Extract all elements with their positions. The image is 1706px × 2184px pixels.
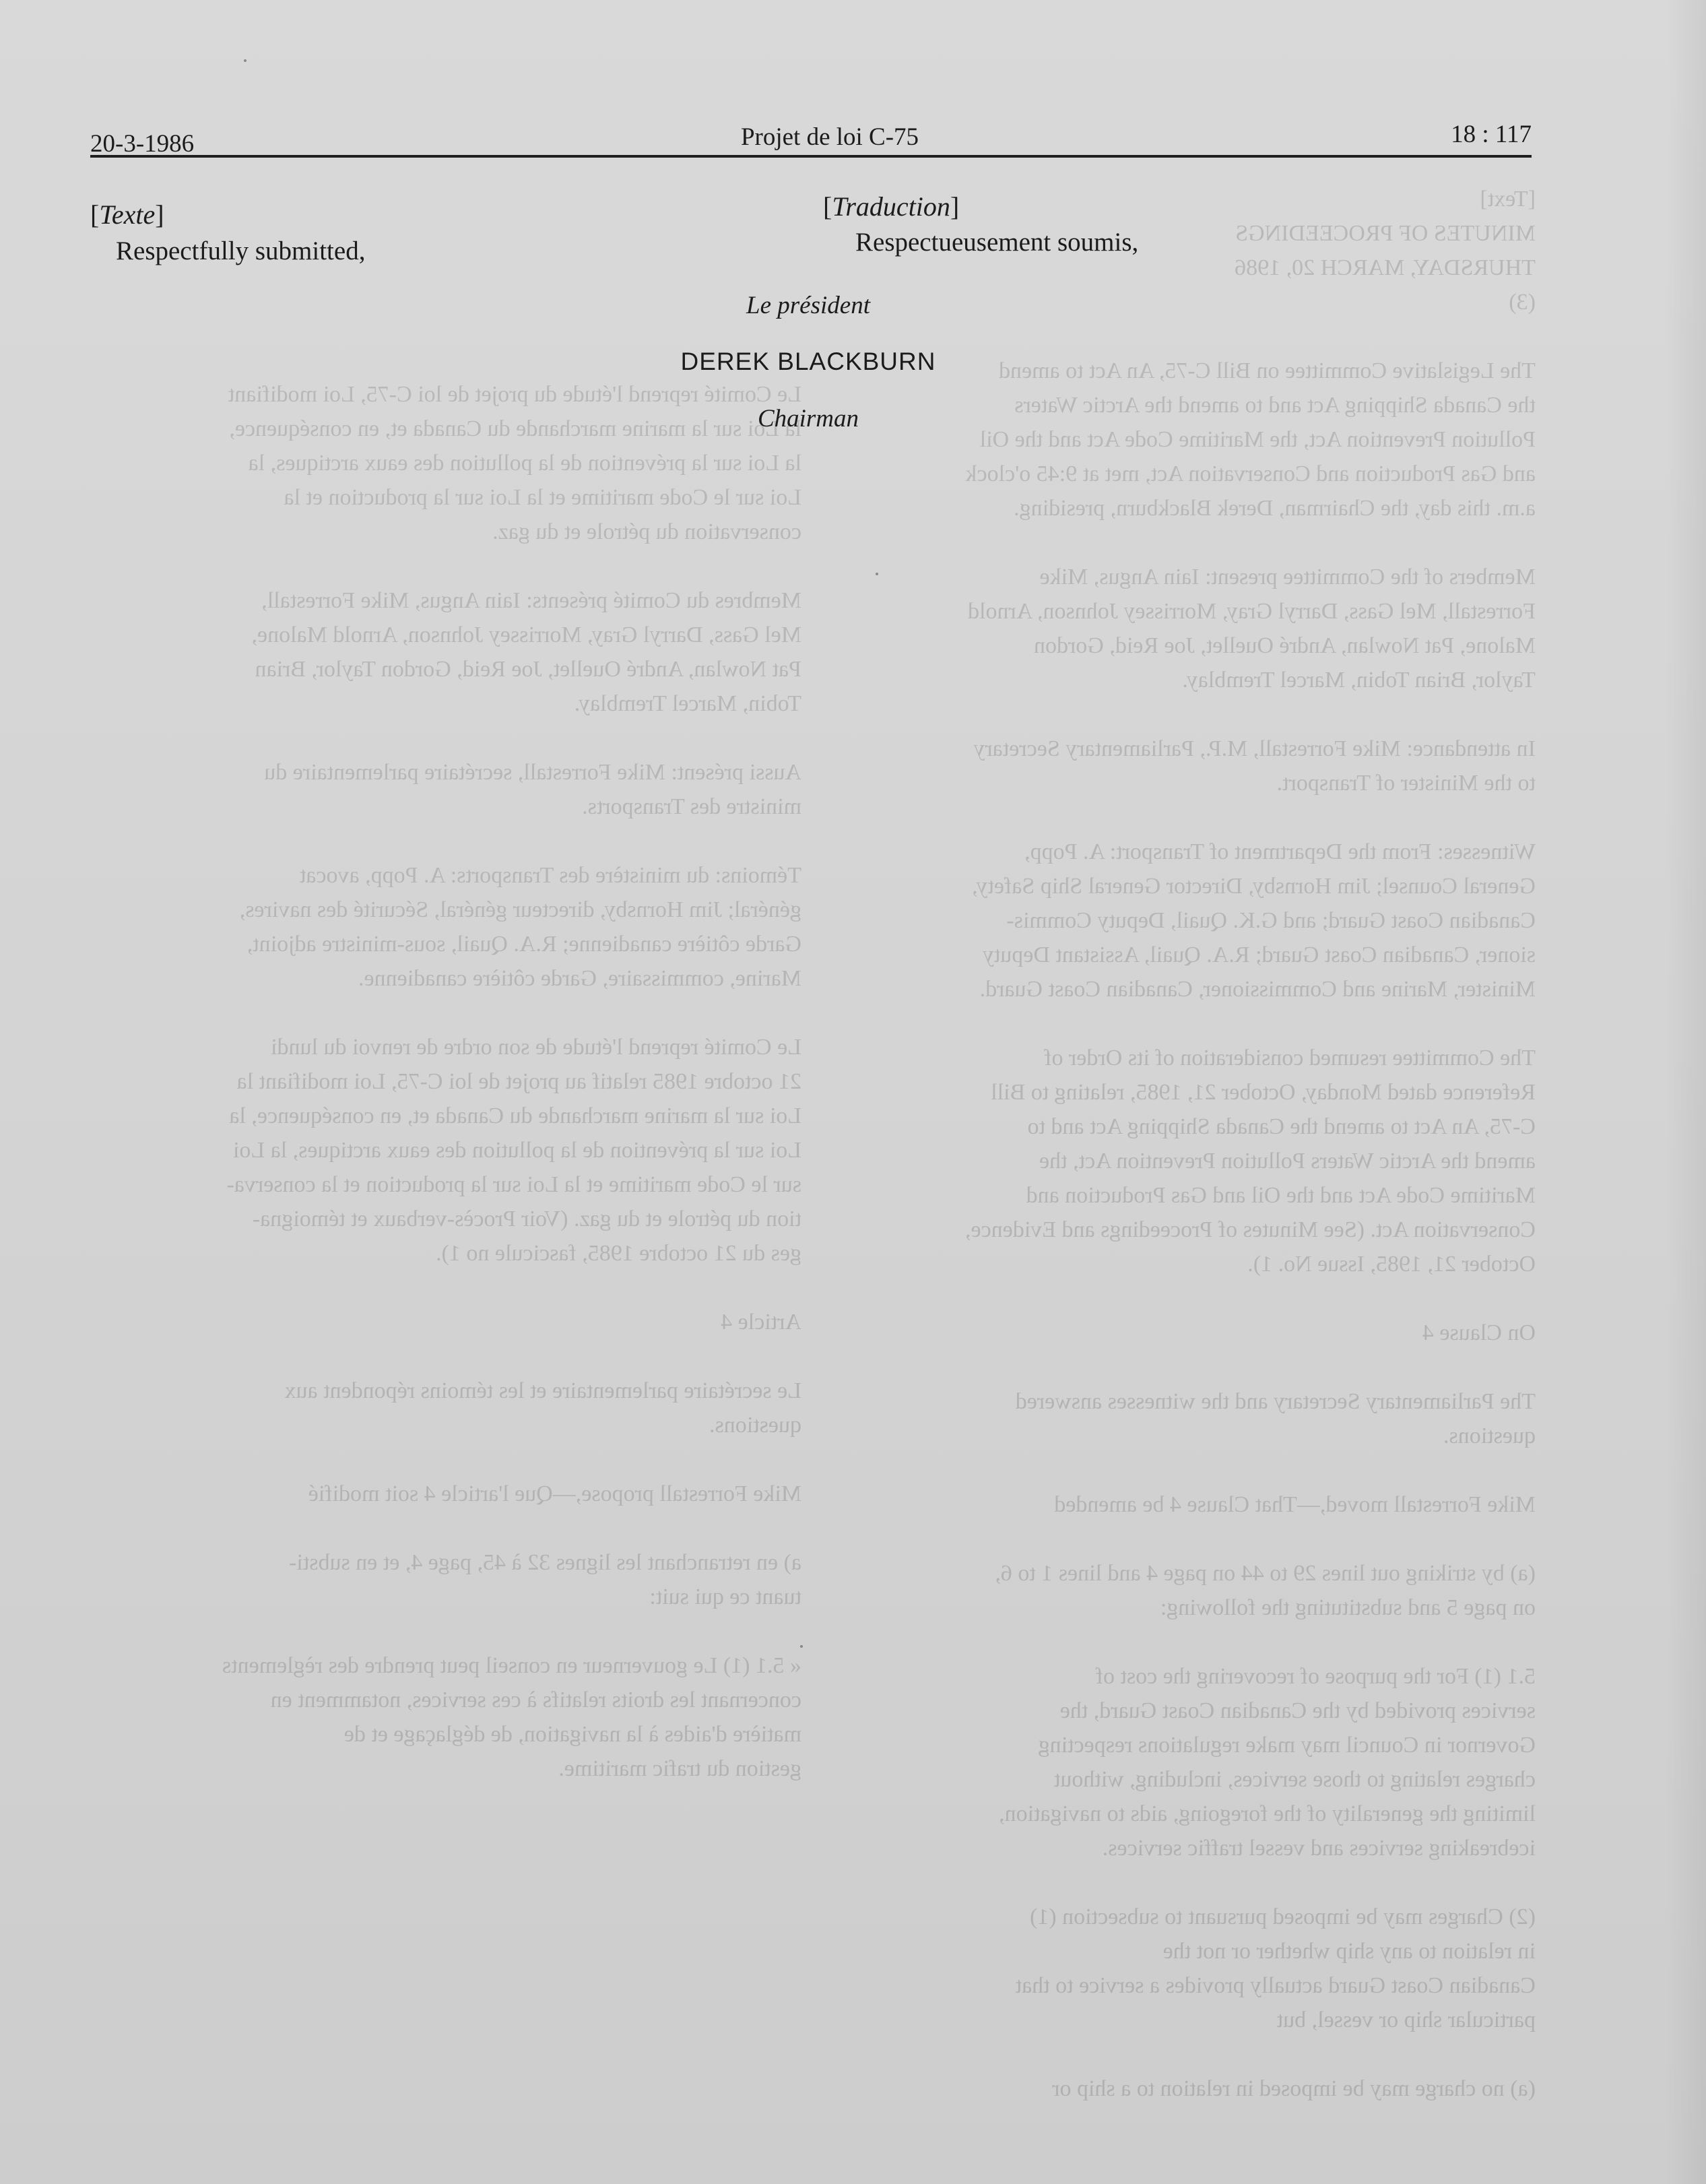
paper-speck [800, 1645, 803, 1648]
show-through-line [828, 1006, 1536, 1041]
show-through-line [828, 1453, 1536, 1487]
show-through-line: questions. [709, 1413, 801, 1438]
show-through-line: Mel Gass, Darryl Gray, Morrissey Johnson, Arnold Malone, [251, 622, 801, 647]
page-edge-shadow [1666, 0, 1706, 2184]
show-through-line: Reference dated Monday, October 21, 1985, relating to Bill [991, 1080, 1536, 1105]
show-through-line [94, 1511, 801, 1545]
show-through-line: MINUTES OF PROCEEDINGS [1235, 221, 1536, 246]
show-through-line: 21 octobre 1985 relatif au projet de loi C-75, Loi modifiant la [236, 1069, 801, 1094]
show-through-line: services provided by the Canadian Coast Guard, the [1059, 1698, 1536, 1723]
show-through-line: In attendance: Mike Forrestall, M.P., Parliamentary Secretary [973, 736, 1536, 761]
show-through-line: (a) no charge may be imposed in relation to a ship or [1052, 2076, 1536, 2101]
header-page-number: 18 : 117 [1451, 121, 1532, 148]
show-through-line [94, 1614, 801, 1648]
show-through-line: to the Minister of Transport. [1276, 771, 1536, 796]
show-through-line: Garde côtière canadienne; R.A. Quail, sous-ministre adjoint, [247, 932, 801, 957]
closing-french: Respectueusement soumis, [855, 228, 1139, 257]
show-through-line: (a) by striking out lines 29 to 44 on page 4 and lines 1 to 6, [995, 1561, 1536, 1586]
translation-label-close: ] [950, 191, 960, 222]
show-through-line: Members of the Committee present: Iain Angus, Mike [1039, 565, 1536, 589]
text-label-open: [ [90, 199, 100, 230]
show-through-line: (3) [1509, 290, 1536, 315]
show-through-line [828, 1350, 1536, 1384]
show-through-line: « 5.1 (1) Le gouverneur en conseil peut prendre des règlements [222, 1653, 801, 1678]
show-through-line: a) en retranchant les lignes 32 à 45, page 4, et en substi- [289, 1550, 801, 1575]
header-title: Projet de loi C-75 [740, 123, 919, 151]
paper-speck [876, 573, 878, 575]
show-through-line: on page 5 and substituting the following: [1160, 1595, 1536, 1620]
show-through-line: matière d'aides à la navigation, de déglaçage et de [343, 1722, 801, 1747]
show-through-line: limiting the generality of the foregoing, aids to navigation, [999, 1801, 1536, 1826]
show-through-line: concernant les droits relatifs à ces services, notamment en [270, 1688, 801, 1712]
show-through-line [94, 1271, 801, 1305]
show-through-line: Canadian Coast Guard; and G.K. Quail, Deputy Commis- [1006, 908, 1536, 933]
show-through-line: Mike Forrestall moved,—That Clause 4 be amended [1054, 1492, 1536, 1517]
show-through-line: [Text] [1480, 187, 1536, 212]
show-through-line: Canadian Coast Guard actually provides a service to that [1015, 1973, 1536, 1998]
show-through-line: Conservation Act. (See Minutes of Proceedings and Evidence, [965, 1217, 1536, 1242]
show-through-line: ges du 21 octobre 1985, fascicule no 1). [436, 1241, 801, 1266]
show-through-line: Pollution Prevention Act, the Maritime Code Act and the Oil [979, 427, 1536, 452]
show-through-line: Marine, commissaire, Garde côtière canadienne. [358, 966, 801, 991]
show-through-line [828, 525, 1536, 560]
show-through-line: C-75, An Act to amend the Canada Shipping Act and to [1027, 1114, 1536, 1139]
show-through-line: Témoins: du ministère des Transports: A. Popp, avocat [299, 863, 801, 888]
show-through-line [94, 996, 801, 1030]
show-through-line: in relation to any ship whether or not the [1162, 1939, 1536, 1964]
show-through-line: questions. [1443, 1423, 1536, 1448]
show-through-line: The Committee resumed consideration of its Order of [1044, 1046, 1536, 1070]
show-through-line [94, 549, 801, 583]
show-through-line [828, 697, 1536, 732]
show-through-line: Membres du Comité présents: Iain Angus, Mike Forrestall, [261, 588, 801, 613]
signature-name: DEREK BLACKBURN [680, 348, 936, 375]
show-through-line: Loi sur la prévention de la pollution des eaux arctiques, la Loi [232, 1138, 801, 1163]
show-through-line: ministre des Transports. [582, 794, 801, 819]
show-through-line: October 21, 1985, Issue No. 1). [1247, 1252, 1536, 1277]
show-through-line: Loi sur le Code maritime et la Loi sur la production et la [284, 485, 801, 510]
show-through-line: Taylor, Brian Tobin, Marcel Tremblay. [1182, 668, 1536, 693]
show-through-line [94, 1442, 801, 1477]
show-through-line: Governor in Council may make regulations respecting [1038, 1733, 1536, 1758]
show-through-line: 5.1 (1) For the purpose of recovering the cost of [1095, 1664, 1536, 1689]
show-through-line: the Canada Shipping Act and to amend the Arctic Waters [1014, 393, 1536, 418]
show-through-line: Mike Forrestall propose,—Que l'article 4 soit modifié [308, 1481, 801, 1506]
page-header [90, 120, 1532, 160]
text-label-close: ] [155, 199, 164, 230]
show-through-line: Article 4 [721, 1310, 801, 1335]
show-through-line [828, 1522, 1536, 1556]
show-through-line: Le secrétaire parlementaire et les témoins répondent aux [284, 1378, 801, 1403]
show-through-line: conservation du pétrole et du gaz. [492, 519, 801, 544]
show-through-line: Forrestall, Mel Gass, Darryl Gray, Morrissey Johnson, Arnold [968, 599, 1536, 624]
show-through-line: tuant ce qui suit: [649, 1584, 801, 1609]
show-through-line: Le Comité reprend l'étude de son ordre de renvoi du lundi [271, 1035, 801, 1060]
show-through-line: sur le Code maritime et la Loi sur la production et la conserva- [226, 1172, 801, 1197]
show-through-right [828, 182, 1536, 2101]
show-through-line [828, 1625, 1536, 1659]
show-through-line [828, 1865, 1536, 1900]
show-through-line: General Counsel; Jim Hornsby, Director General Ship Safety, [972, 874, 1536, 899]
show-through-line: icebreaking services and vessel traffic services. [1102, 1836, 1536, 1861]
signature-title-french: Le président [746, 292, 870, 319]
text-label [90, 199, 164, 230]
show-through-line [828, 2037, 1536, 2071]
show-through-line: Minister, Marine and Commissioner, Canadian Coast Guard. [979, 977, 1536, 1002]
show-through-line [94, 1339, 801, 1374]
show-through-line: sioner, Canadian Coast Guard; R.A. Quail, Assistant Deputy [982, 942, 1536, 967]
header-date: 20-3-1986 [90, 130, 195, 158]
show-through-line: and Gas Production and Conservation Act, met at 9:45 o'clock [965, 461, 1536, 486]
closing-english: Respectfully submitted, [116, 236, 366, 265]
show-through-line [94, 721, 801, 755]
show-through-line: Malone, Pat Nowlan, André Ouellet, Joe Reid, Gordon [1033, 633, 1536, 658]
show-through-line: Tobin, Marcel Tremblay. [574, 691, 801, 716]
show-through-line: Loi sur la marine marchande du Canada et, en conséquence, la [229, 1103, 801, 1128]
show-through-line: Le Comité reprend l'étude du projet de loi C-75, Loi modifiant [228, 382, 801, 407]
translation-label [823, 191, 959, 222]
signature-title-english: Chairman [757, 405, 859, 432]
show-through-line: général; Jim Hornsby, directeur général, Sécurité des navires, [239, 897, 801, 922]
show-through-line: (2) Charges may be imposed pursuant to subsection (1) [1029, 1904, 1536, 1929]
translation-label-open: [ [823, 191, 832, 222]
show-through-line: la Loi sur la marine marchande du Canada et, en conséquence, [229, 416, 801, 441]
show-through-line: The Parliamentary Secretary and the witnesses answered [1015, 1389, 1536, 1414]
show-through-line [828, 1281, 1536, 1316]
show-through-line: THURSDAY, MARCH 20, 1986 [1235, 255, 1536, 280]
show-through-line: On Clause 4 [1422, 1320, 1536, 1345]
show-through-line: tion du pétrole et du gaz. (Voir Procès-verbaux et témoigna- [252, 1207, 801, 1231]
show-through-line: la Loi sur la prévention de la pollution des eaux arctiques, la [248, 451, 801, 476]
show-through-line: amend the Arctic Waters Pollution Prevention Act, the [1039, 1149, 1536, 1174]
show-through-line [94, 824, 801, 858]
show-through-line: a.m. this day, the Chairman, Derek Blackburn, presiding. [1014, 496, 1536, 521]
show-through-line: charges relating to those services, including, without [1053, 1767, 1536, 1792]
show-through-line: Pat Nowlan, André Ouellet, Joe Reid, Gordon Taylor, Brian [255, 657, 801, 682]
text-label-word: Texte [99, 199, 156, 230]
show-through-line: Aussi présent: Mike Forrestall, secrétaire parlementaire du [264, 760, 801, 785]
paper-speck [244, 59, 247, 62]
show-through-line: The Legislative Committee on Bill C-75, An Act to amend [999, 358, 1536, 383]
header-rule [90, 155, 1532, 158]
show-through-line [828, 800, 1536, 835]
show-through-left [94, 377, 801, 1994]
show-through-line: Maritime Code Act and the Oil and Gas Production and [1026, 1183, 1536, 1208]
translation-label-word: Traduction [832, 191, 950, 222]
show-through-line: Witnesses: From the Department of Transport: A. Popp, [1024, 839, 1536, 864]
show-through-line: gestion du trafic maritime. [558, 1756, 801, 1781]
show-through-line: particular ship or vessel, but [1276, 2008, 1536, 2032]
